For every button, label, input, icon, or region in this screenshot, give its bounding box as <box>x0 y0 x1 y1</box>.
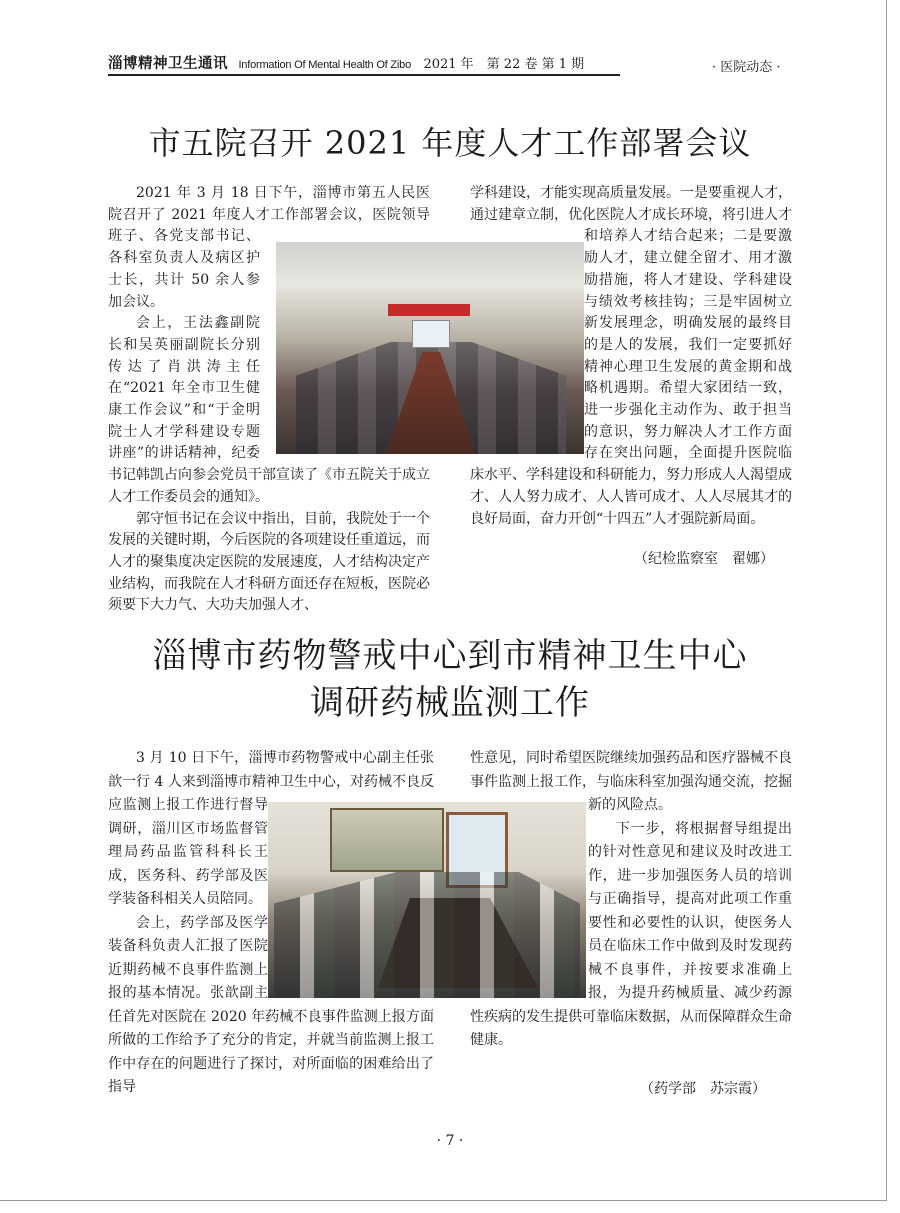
article1-paragraph-3: 郭守恒书记在会议中指出，目前，我院处于一个发展的关键时期，今后医院的各项建设任重道远，而人才的聚集度决定医院的发展速度，人才结构决定产业结构，而我院在人才科研方面还存在短板，医院必须要下大力气、大功夫加强人才、 <box>108 510 430 614</box>
journal-name: 淄博精神卫生通讯 <box>108 55 228 72</box>
page-number: · 7 · <box>436 1133 464 1149</box>
journal-issue: 2021 年 第 22 卷 第 1 期 <box>423 57 585 72</box>
article2-signature: （药学部 苏宗霞） <box>640 1081 766 1097</box>
photo-banner <box>388 304 470 316</box>
article1-signature: （纪检监察室 翟娜） <box>634 551 774 567</box>
article1-paragraph-1: 2021 年 3 月 18 日下午，淄博市第五人民医院召开了 2021 年度人才工作部署会议，医院领导班子、各党支部书记、各科室负责人及病区护士长，共计 50 余人参加会议。 <box>108 185 430 310</box>
article2-paragraph-4: 下一步，将根据督导组提出的针对性意见和建议及时改进工作，进一步加强医务人员的培训与正确指导，提高对此项工作重要性和必要性的认识，使医务人员在临床工作中做到及时发现药械不良事件，并按要求准确上报，为提升药械质量、减少药源性疾病的发生提供可靠临床数据，从而保障群众生命健康。 <box>470 820 792 1048</box>
article1-paragraph-4: 学科建设，才能实现高质量发展。一是要重视人才，通过建章立制，优化医院人才成长环境，将引进人才和培养人才结合起来；二是要激励人才，建立健全留才、用才激励措施，将人才建设、学科建设与绩效考核挂钩；三是牢固树立新发展理念，明确发展的最终目的是人的发展，我们一定要抓好精神心理卫生发展的黄金期和战略机遇期。希望大家团结一致，进一步强化主动作为、敢于担当的意识，努力解决人才工作方面存在突出问题，全面提升医院临床水平、学科建设和科研能力，努力形成人人渴望成才、人人努力成才、人人皆可成才、人人尽展其才的良好局面，奋力开创“十四五”人才强院新局面。 <box>470 185 792 527</box>
article2-paragraph-2: 会上，药学部及医学装备科负责人汇报了医院近期药械不良事件监测上报的基本情况。张歆副主任首先对医院在 2020 年药械不良事件监测上报方面所做的工作给予了充分的肯定，并就当前监测上报工作中存在的问题进行了探讨，对所面临的困难给出了指导 <box>108 914 434 1095</box>
article1-paragraph-2: 会上，王法鑫副院长和吴英丽副院长分别传达了肖洪涛主任在“2021 年全市卫生健康工作会议”和“于金明院士人才学科建设专题讲座”的讲话精神，纪委书记韩凯占向参会党员干部宣读了《市五院关于成立人才工作委员会的通知》。 <box>108 315 430 505</box>
running-header <box>108 52 620 76</box>
journal-english-name: Information Of Mental Health Of Zibo <box>238 59 411 71</box>
article2-title-line1: 淄博市药物警戒中心到市精神卫生中心 <box>152 636 748 676</box>
photo-wall-painting <box>330 808 444 872</box>
photo-projection-screen <box>412 320 450 348</box>
article2-paragraph-3: 性意见，同时希望医院继续加强药品和医疗器械不良事件监测上报工作，与临床科室加强沟通交流，挖掘新的风险点。 <box>470 750 792 813</box>
inspection-photo <box>268 802 586 998</box>
photo-participants <box>274 872 580 998</box>
article1-title: 市五院召开 2021 年度人才工作部署会议 <box>148 124 752 162</box>
meeting-photo <box>276 242 584 454</box>
article2-title-line2: 调研药械监测工作 <box>310 683 590 723</box>
article2-paragraph-1: 3 月 10 日下午，淄博市药物警戒中心副主任张歆一行 4 人来到淄博市精神卫生中心，对药械不良反应监测上报工作进行督导调研，淄川区市场监督管理局药品监管科科长王成，医务科、药学部及医学装备科相关人员陪同。 <box>108 750 434 907</box>
section-tag: · 医院动态 · <box>712 60 781 75</box>
